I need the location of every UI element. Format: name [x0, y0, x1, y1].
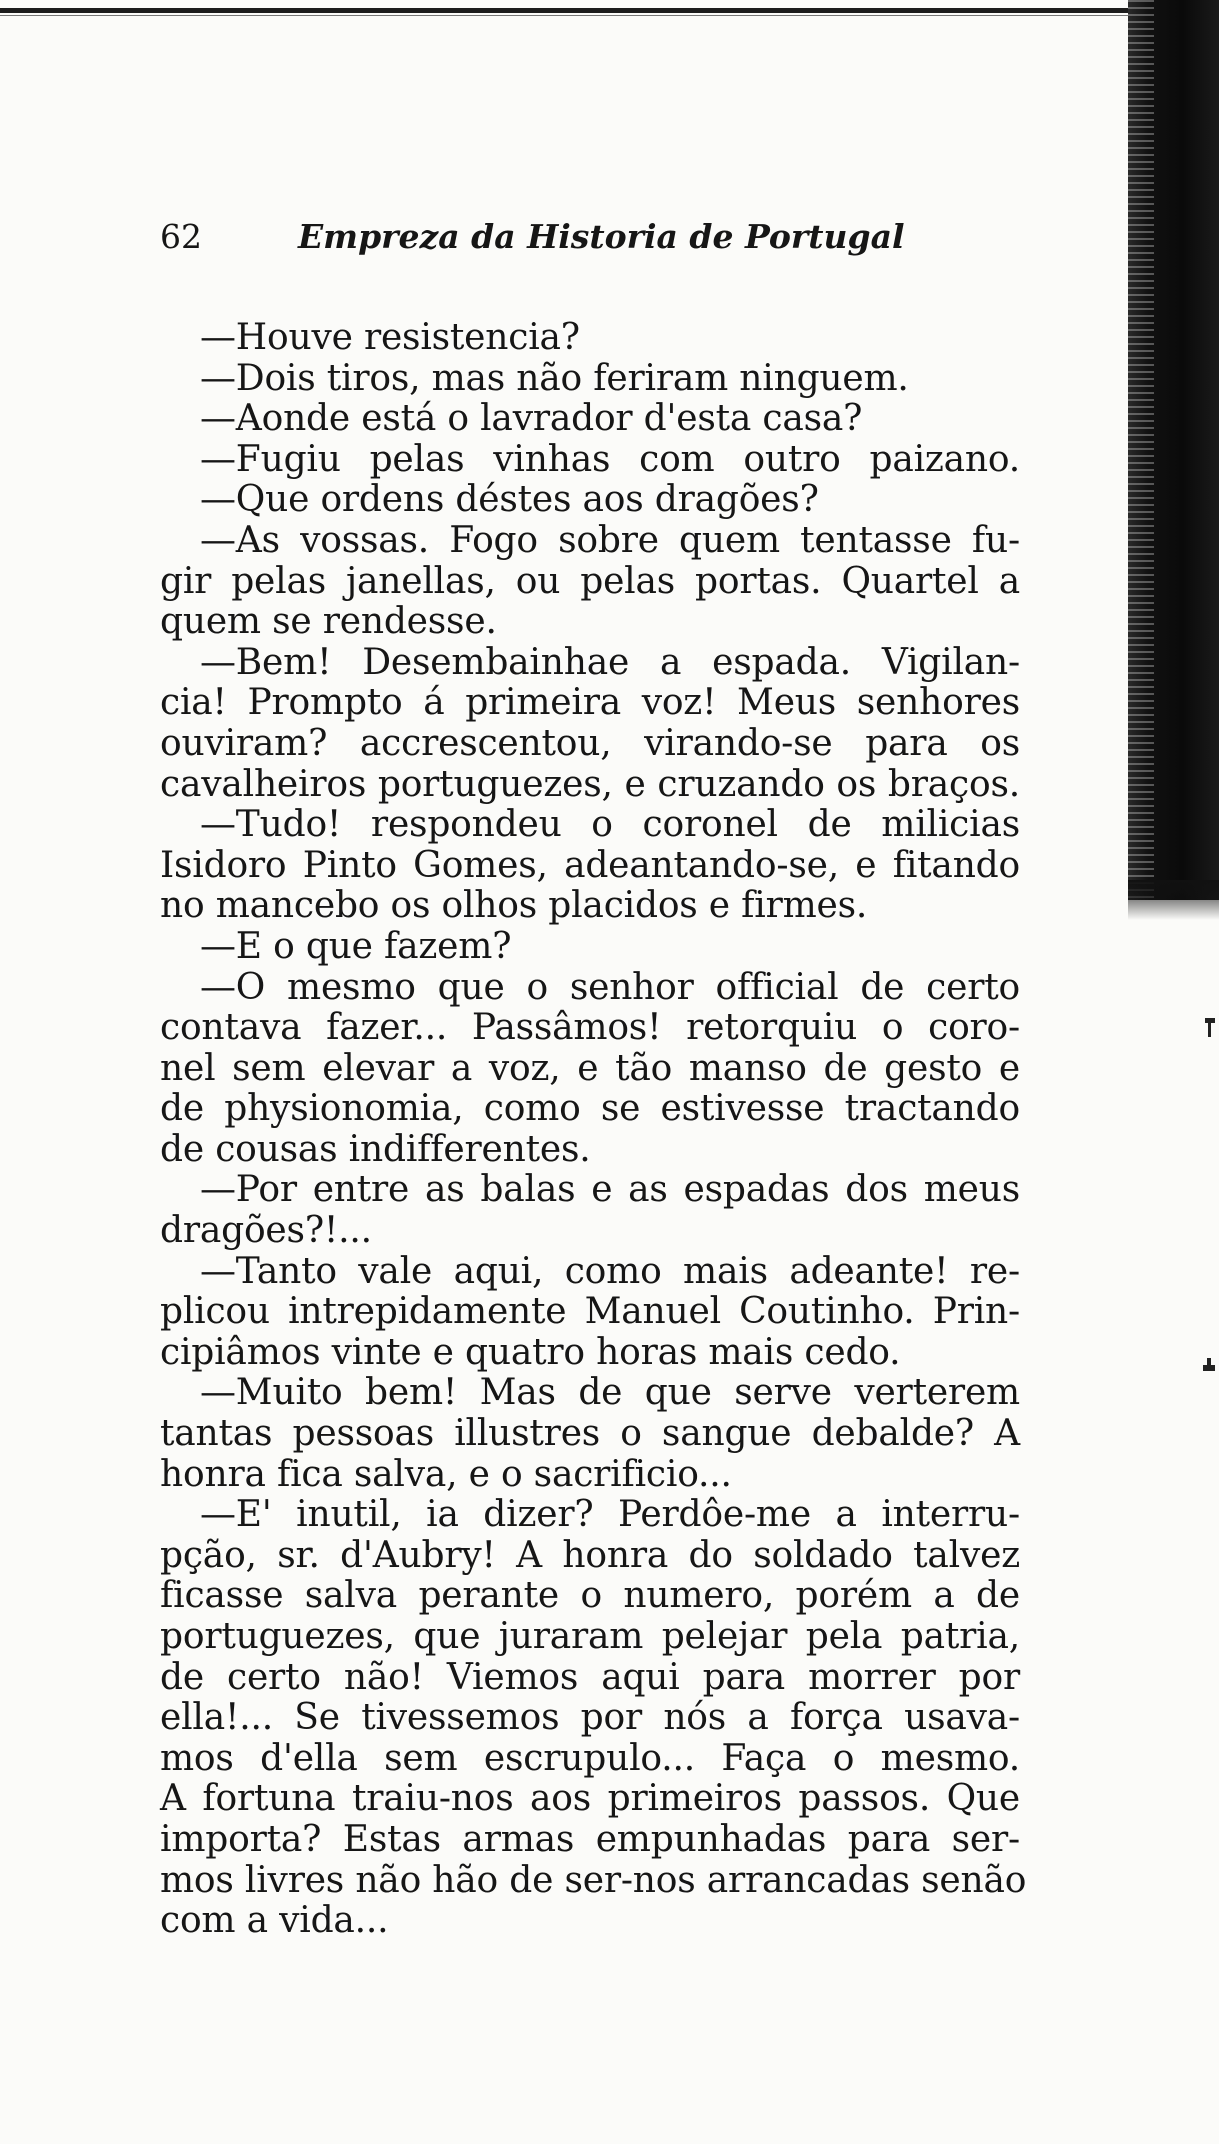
text-line: quem se rendesse. [160, 601, 497, 643]
ink-speck [1208, 1023, 1211, 1037]
text-line: cipiâmos vinte e quatro horas mais cedo. [160, 1331, 901, 1373]
text-line: de certo não! Viemos aqui para morrer por [160, 1656, 1020, 1698]
text-line: dragões?!... [160, 1210, 372, 1252]
body-text [160, 317, 1027, 1942]
text-line: honra fica salva, e o sacrificio... [160, 1453, 732, 1495]
text-line: importa? Estas armas empunhadas para ser- [160, 1818, 1020, 1860]
text-line: mos d'ella sem escrupulo... Faça o mesmo. [160, 1737, 1020, 1779]
text-line: tantas pessoas illustres o sangue debalde? A [160, 1413, 1020, 1455]
top-rule [0, 8, 1130, 13]
text-line: gir pelas janellas, ou pelas portas. Quartel a [160, 560, 1020, 602]
ink-speck [1207, 1358, 1211, 1368]
text-line: —Bem! Desembainhae a espada. Vigilan- [200, 641, 1020, 683]
text-line: —Que ordens déstes aos dragões? [200, 479, 819, 521]
top-rule-thin [0, 15, 1130, 16]
running-title: Empreza da Historia de Portugal [298, 217, 905, 256]
text-line: de physionomia, como se estivesse tractando [160, 1088, 1020, 1130]
text-line: nel sem elevar a voz, e tão manso de gesto e [160, 1047, 1020, 1089]
text-line: cavalheiros portuguezes, e cruzando os braços. [160, 763, 1020, 805]
text-line: —E o que fazem? [200, 925, 512, 967]
text-line: plicou intrepidamente Manuel Coutinho. Prin- [160, 1291, 1020, 1333]
text-line: contava fazer... Passâmos! retorquiu o coro- [160, 1007, 1020, 1049]
text-line: com a vida... [160, 1900, 389, 1942]
text-line: —E' inutil, ia dizer? Perdôe-me a interru- [200, 1494, 1020, 1536]
text-line: —Muito bem! Mas de que serve verterem [200, 1372, 1020, 1414]
text-line: —Tudo! respondeu o coronel de milicias [200, 804, 1020, 846]
text-line: mos livres não hão de ser-nos arrancadas senão [160, 1859, 1027, 1901]
text-line: cia! Prompto á primeira voz! Meus senhores [160, 682, 1020, 724]
text-line: Isidoro Pinto Gomes, adeantando-se, e fitando [160, 844, 1020, 886]
text-line: —Por entre as balas e as espadas dos meus [200, 1169, 1020, 1211]
text-line: —Dois tiros, mas não feriram ninguem. [200, 357, 909, 399]
text-line: de cousas indifferentes. [160, 1128, 591, 1170]
text-line: —Tanto vale aqui, como mais adeante! re- [200, 1250, 1020, 1292]
text-line: pção, sr. d'Aubry! A honra do soldado talvez [160, 1534, 1020, 1576]
text-line: no mancebo os olhos placidos e firmes. [160, 885, 868, 927]
text-line: —O mesmo que o senhor official de certo [200, 966, 1020, 1008]
text-line: A fortuna traiu-nos aos primeiros passos. Que [160, 1778, 1020, 1820]
text-line: —Houve resistencia? [200, 317, 580, 358]
text-line: —Aonde está o lavrador d'esta casa? [200, 398, 863, 440]
text-line: —As vossas. Fogo sobre quem tentasse fu- [200, 519, 1020, 561]
text-line: ella!... Se tivessemos por nós a força usava- [160, 1697, 1020, 1739]
text-line: portuguezes, que juraram pelejar pela patria, [160, 1616, 1020, 1657]
text-line: ficasse salva perante o numero, porém a de [160, 1575, 1020, 1617]
text-line: —Fugiu pelas vinhas com outro paizano. [200, 438, 1020, 480]
page-number: 62 [160, 217, 202, 256]
page-binding-fade [1128, 880, 1219, 920]
page-binding-shadow [1128, 0, 1219, 900]
text-line: ouviram? accrescentou, virando-se para os [160, 722, 1020, 764]
running-header [160, 217, 980, 257]
